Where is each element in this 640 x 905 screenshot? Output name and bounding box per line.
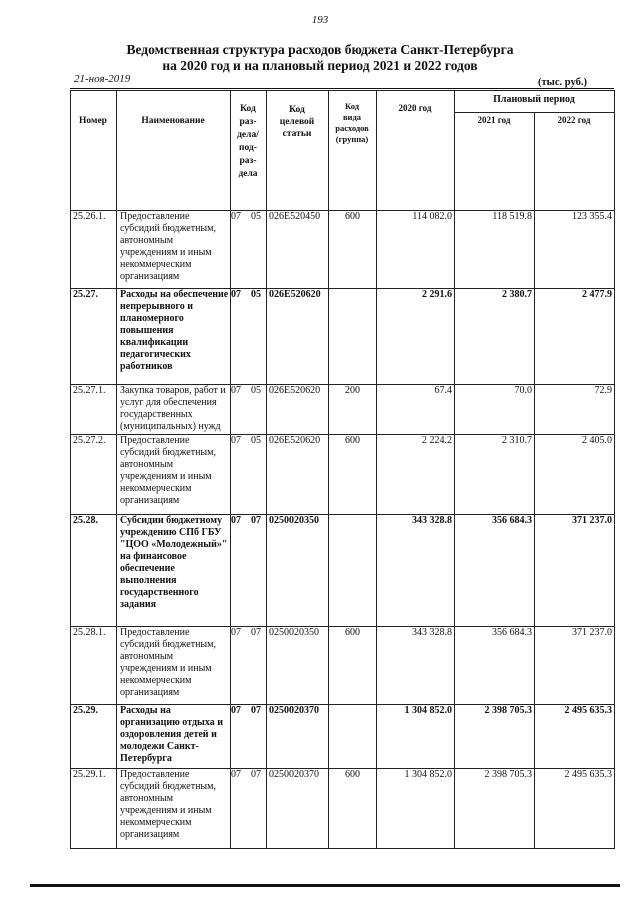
row-number: 25.27.1.	[71, 385, 117, 435]
row-podrazdel-code: 05	[251, 435, 261, 446]
row-2020: 2 291.6	[377, 289, 455, 385]
row-number: 25.27.	[71, 289, 117, 385]
header-name-cell	[117, 91, 231, 211]
row-2022: 123 355.4	[535, 211, 615, 289]
header-planned: Плановый период	[493, 94, 575, 105]
header-number-cell	[71, 91, 117, 211]
row-2020: 114 082.0	[377, 211, 455, 289]
budget-table	[70, 90, 615, 849]
row-name: Расходы на организацию отдыха и оздоровления детей и молодежи Санкт-Петербурга	[117, 705, 231, 769]
row-2020: 1 304 852.0	[377, 769, 455, 849]
row-podrazdel-code: 07	[251, 515, 261, 526]
row-razdel-code: 07	[231, 385, 241, 396]
row-name: Предоставление субсидий бюджетным, автономным учреждениям и иным некоммерческим организациям	[117, 769, 231, 849]
row-2021: 118 519.8	[455, 211, 535, 289]
table-row	[71, 211, 615, 289]
row-target: 026Е520450	[267, 211, 329, 289]
table-body	[71, 211, 615, 849]
header-top-rule	[70, 88, 614, 89]
header-2021-cell	[455, 113, 535, 211]
row-2020: 67.4	[377, 385, 455, 435]
row-2020: 1 304 852.0	[377, 705, 455, 769]
row-razdel-code: 07	[231, 627, 241, 638]
row-2021: 356 684.3	[455, 627, 535, 705]
row-name: Предоставление субсидий бюджетным, автономным учреждениям и иным некоммерческим организациям	[117, 435, 231, 515]
row-razdel-code: 07	[231, 435, 241, 446]
row-vid: 600	[329, 627, 377, 705]
bottom-rule	[30, 884, 620, 887]
row-vid: 600	[329, 211, 377, 289]
row-target: 0250020350	[267, 627, 329, 705]
row-number: 25.28.	[71, 515, 117, 627]
row-number: 25.28.1.	[71, 627, 117, 705]
header-2021: 2021 год	[477, 115, 511, 125]
row-vid	[329, 515, 377, 627]
row-podrazdel-code: 07	[251, 705, 261, 716]
row-razdel	[231, 289, 267, 385]
header-2020: 2020 год	[398, 103, 432, 113]
row-2022: 72.9	[535, 385, 615, 435]
row-2021: 2 398 705.3	[455, 769, 535, 849]
table-row	[71, 289, 615, 385]
table-row	[71, 627, 615, 705]
row-number: 25.27.2.	[71, 435, 117, 515]
row-razdel	[231, 435, 267, 515]
row-name: Предоставление субсидий бюджетным, автономным учреждениям и иным некоммерческим организациям	[117, 627, 231, 705]
header-number: Номер	[79, 116, 107, 126]
row-podrazdel-code: 05	[251, 385, 261, 396]
row-vid	[329, 289, 377, 385]
row-name: Субсидии бюджетному учреждению СПб ГБУ "ЦОО «Молодежный»" на финансовое обеспечение выполнения государственного задания	[117, 515, 231, 627]
table-row	[71, 769, 615, 849]
header-razdel: Код раз- дела/ под- раз- дела	[237, 104, 259, 179]
row-target: 026Е520620	[267, 435, 329, 515]
row-razdel-code: 07	[231, 211, 241, 222]
row-target: 0250020370	[267, 769, 329, 849]
row-razdel-code: 07	[231, 769, 241, 780]
document-date: 21-ноя-2019	[74, 73, 131, 85]
row-number: 25.26.1.	[71, 211, 117, 289]
row-2022: 2 495 635.3	[535, 705, 615, 769]
page-number: 193	[311, 14, 329, 26]
row-vid: 200	[329, 385, 377, 435]
header-2022-cell	[535, 113, 615, 211]
row-vid	[329, 705, 377, 769]
row-razdel	[231, 515, 267, 627]
row-2021: 2 380.7	[455, 289, 535, 385]
row-razdel	[231, 627, 267, 705]
row-target: 026Е520620	[267, 385, 329, 435]
row-razdel-code: 07	[231, 515, 241, 526]
row-razdel	[231, 211, 267, 289]
header-name: Наименование	[141, 116, 205, 126]
row-podrazdel-code: 07	[251, 769, 261, 780]
row-number: 25.29.1.	[71, 769, 117, 849]
row-2022: 2 405.0	[535, 435, 615, 515]
row-2022: 371 237.0	[535, 627, 615, 705]
table-row	[71, 515, 615, 627]
row-podrazdel-code: 05	[251, 289, 261, 300]
row-name: Предоставление субсидий бюджетным, автономным учреждениям и иным некоммерческим организациям	[117, 211, 231, 289]
row-2021: 356 684.3	[455, 515, 535, 627]
row-podrazdel-code: 07	[251, 627, 261, 638]
row-name: Закупка товаров, работ и услуг для обеспечения государственных (муниципальных) нужд	[117, 385, 231, 435]
row-2021: 2 310.7	[455, 435, 535, 515]
table-row	[71, 705, 615, 769]
row-name: Расходы на обеспечение непрерывного и планомерного повышения квалификации педагогических работников	[117, 289, 231, 385]
title-line-1: Ведомственная структура расходов бюджета Санкт-Петербурга	[126, 42, 514, 57]
row-podrazdel-code: 05	[251, 211, 261, 222]
title-line-2: на 2020 год и на плановый период 2021 и 2022 годов	[162, 58, 478, 73]
table-row	[71, 435, 615, 515]
row-target: 0250020350	[267, 515, 329, 627]
row-2022: 2 495 635.3	[535, 769, 615, 849]
header-target: Код целевой статьи	[279, 105, 315, 139]
row-2020: 2 224.2	[377, 435, 455, 515]
row-vid: 600	[329, 769, 377, 849]
row-razdel-code: 07	[231, 289, 241, 300]
row-razdel-code: 07	[231, 705, 241, 716]
row-2020: 343 328.8	[377, 515, 455, 627]
row-number: 25.29.	[71, 705, 117, 769]
row-vid: 600	[329, 435, 377, 515]
header-2022: 2022 год	[557, 115, 591, 125]
row-2021: 70.0	[455, 385, 535, 435]
row-target: 0250020370	[267, 705, 329, 769]
table-row	[71, 385, 615, 435]
row-razdel	[231, 769, 267, 849]
document-title	[0, 42, 640, 74]
header-vid: Код вида расходов (группа)	[335, 101, 369, 144]
row-2022: 371 237.0	[535, 515, 615, 627]
row-2021: 2 398 705.3	[455, 705, 535, 769]
units-label: (тыс. руб.)	[538, 77, 587, 88]
row-2020: 343 328.8	[377, 627, 455, 705]
row-target: 026Е520620	[267, 289, 329, 385]
row-razdel	[231, 705, 267, 769]
row-2022: 2 477.9	[535, 289, 615, 385]
row-razdel	[231, 385, 267, 435]
